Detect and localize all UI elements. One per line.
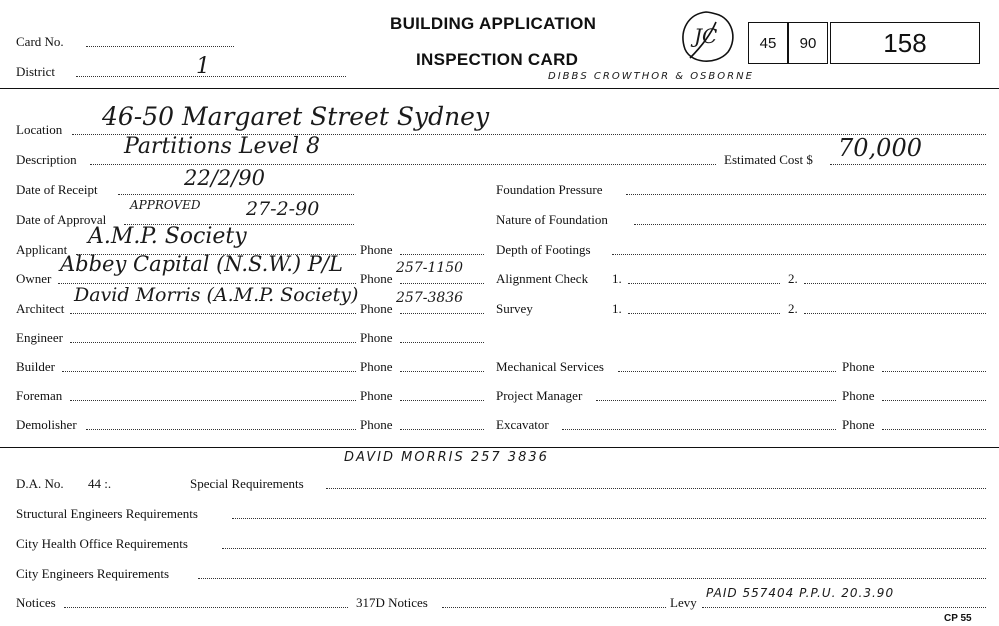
applicant-label: Applicant (16, 242, 68, 257)
estimated-cost-label: Estimated Cost $ (724, 152, 813, 167)
levy-line[interactable] (702, 607, 986, 608)
mechanical-phone-line[interactable] (882, 371, 986, 372)
date-approval-stamp: APPROVED (130, 198, 201, 212)
health-label: City Health Office Requirements (16, 536, 188, 551)
card-no-line[interactable] (86, 46, 234, 47)
district-label: District (16, 64, 55, 79)
date-approval-label: Date of Approval (16, 212, 107, 227)
survey-num1: 1. (612, 301, 622, 316)
card-code-2: 90 (799, 34, 817, 52)
demolisher-line[interactable] (86, 429, 356, 430)
location-value: 46-50 Margaret Street Sydney (102, 102, 490, 131)
excavator-label: Excavator (496, 417, 549, 432)
architect-value: David Morris (A.M.P. Society) (74, 284, 359, 306)
notices-label: Notices (16, 595, 56, 610)
structural-label: Structural Engineers Requirements (16, 506, 198, 521)
levy-value: PAID 557404 P.P.U. 20.3.90 (706, 586, 895, 600)
description-line[interactable] (90, 164, 716, 165)
date-receipt-value: 22/2/90 (184, 166, 265, 190)
survey-line-1[interactable] (628, 313, 780, 314)
special-req-label: Special Requirements (190, 476, 304, 491)
architect-label: Architect (16, 301, 65, 316)
alignment-check-num1: 1. (612, 271, 622, 286)
demolisher-phone-line[interactable] (400, 429, 484, 430)
estimated-cost-line[interactable] (830, 164, 986, 165)
engineer-label: Engineer (16, 330, 63, 345)
owner-phone-label: Phone (360, 271, 393, 286)
mechanical-phone-label: Phone (842, 359, 875, 374)
demolisher-label: Demolisher (16, 417, 77, 432)
engineer-line[interactable] (70, 342, 356, 343)
district-value: 1 (196, 54, 210, 79)
special-req-line[interactable] (326, 488, 986, 489)
header-divider (0, 88, 999, 89)
da-no-label: D.A. No. (16, 476, 64, 491)
excavator-phone-line[interactable] (882, 429, 986, 430)
project-manager-line[interactable] (596, 400, 836, 401)
form-code: CP 55 (944, 613, 972, 624)
title-line2: INSPECTION CARD (416, 50, 579, 69)
notices-line[interactable] (64, 607, 348, 608)
project-manager-label: Project Manager (496, 388, 583, 403)
structural-line[interactable] (232, 518, 986, 519)
date-approval-value: 27-2-90 (246, 198, 320, 220)
initials-mark (676, 8, 740, 68)
foundation-pressure-line[interactable] (626, 194, 986, 195)
title-line1: BUILDING APPLICATION (390, 14, 597, 33)
depth-footings-label: Depth of Footings (496, 242, 591, 257)
architect-phone-label: Phone (360, 301, 393, 316)
nature-foundation-label: Nature of Foundation (496, 212, 608, 227)
foreman-line[interactable] (70, 400, 356, 401)
survey-num2: 2. (788, 301, 798, 316)
owner-phone-line[interactable] (400, 283, 484, 284)
survey-line-2[interactable] (804, 313, 986, 314)
card-code-box-2 (788, 22, 828, 64)
location-label: Location (16, 122, 63, 137)
builder-phone-label: Phone (360, 359, 393, 374)
lower-handwritten-note: DAVID MORRIS 257 3836 (344, 450, 549, 465)
city-eng-label: City Engineers Requirements (16, 566, 170, 581)
architect-phone-value: 257-3836 (396, 290, 464, 306)
builder-label: Builder (16, 359, 55, 374)
alignment-check-line-2[interactable] (804, 283, 986, 284)
description-value: Partitions Level 8 (124, 134, 321, 159)
architect-line[interactable] (70, 313, 356, 314)
card-code-1: 45 (759, 34, 777, 52)
applicant-phone-label: Phone (360, 242, 393, 257)
alignment-check-line-1[interactable] (628, 283, 780, 284)
excavator-phone-label: Phone (842, 417, 875, 432)
builder-phone-line[interactable] (400, 371, 484, 372)
owner-label: Owner (16, 271, 52, 286)
notices-317d-label: 317D Notices (356, 595, 428, 610)
levy-label: Levy (670, 595, 697, 610)
district-line[interactable] (76, 76, 346, 77)
engineer-phone-label: Phone (360, 330, 393, 345)
project-manager-phone-label: Phone (842, 388, 875, 403)
date-receipt-line[interactable] (118, 194, 354, 195)
survey-label: Survey (496, 301, 533, 316)
alignment-check-label: Alignment Check (496, 271, 589, 286)
city-eng-line[interactable] (198, 578, 986, 579)
card-number: 158 (883, 27, 927, 58)
health-line[interactable] (222, 548, 986, 549)
foreman-phone-label: Phone (360, 388, 393, 403)
card-no-label: Card No. (16, 34, 64, 49)
depth-footings-line[interactable] (612, 254, 986, 255)
date-receipt-label: Date of Receipt (16, 182, 98, 197)
foundation-pressure-label: Foundation Pressure (496, 182, 603, 197)
demolisher-phone-label: Phone (360, 417, 393, 432)
project-manager-phone-line[interactable] (882, 400, 986, 401)
applicant-phone-line[interactable] (400, 254, 484, 255)
estimated-cost-value: 70,000 (838, 134, 922, 162)
owner-value: Abbey Capital (N.S.W.) P/L (60, 252, 343, 276)
notices-317d-line[interactable] (442, 607, 666, 608)
foreman-phone-line[interactable] (400, 400, 484, 401)
engineer-phone-line[interactable] (400, 342, 484, 343)
mechanical-line[interactable] (618, 371, 836, 372)
nature-foundation-line[interactable] (634, 224, 986, 225)
card-code-box-1 (748, 22, 788, 64)
description-label: Description (16, 152, 77, 167)
alignment-check-num2: 2. (788, 271, 798, 286)
applicant-value: A.M.P. Society (88, 224, 247, 249)
builder-line[interactable] (62, 371, 356, 372)
architect-phone-line[interactable] (400, 313, 484, 314)
lower-divider (0, 447, 999, 448)
architects-handwritten: DIBBS CROWTHOR & OSBORNE (548, 71, 754, 82)
initials-text: JC (694, 24, 718, 48)
card-number-box (830, 22, 980, 64)
excavator-line[interactable] (562, 429, 836, 430)
owner-phone-value: 257-1150 (396, 260, 464, 276)
mechanical-label: Mechanical Services (496, 359, 604, 374)
da-no-value: 44 :. (88, 476, 112, 491)
foreman-label: Foreman (16, 388, 63, 403)
